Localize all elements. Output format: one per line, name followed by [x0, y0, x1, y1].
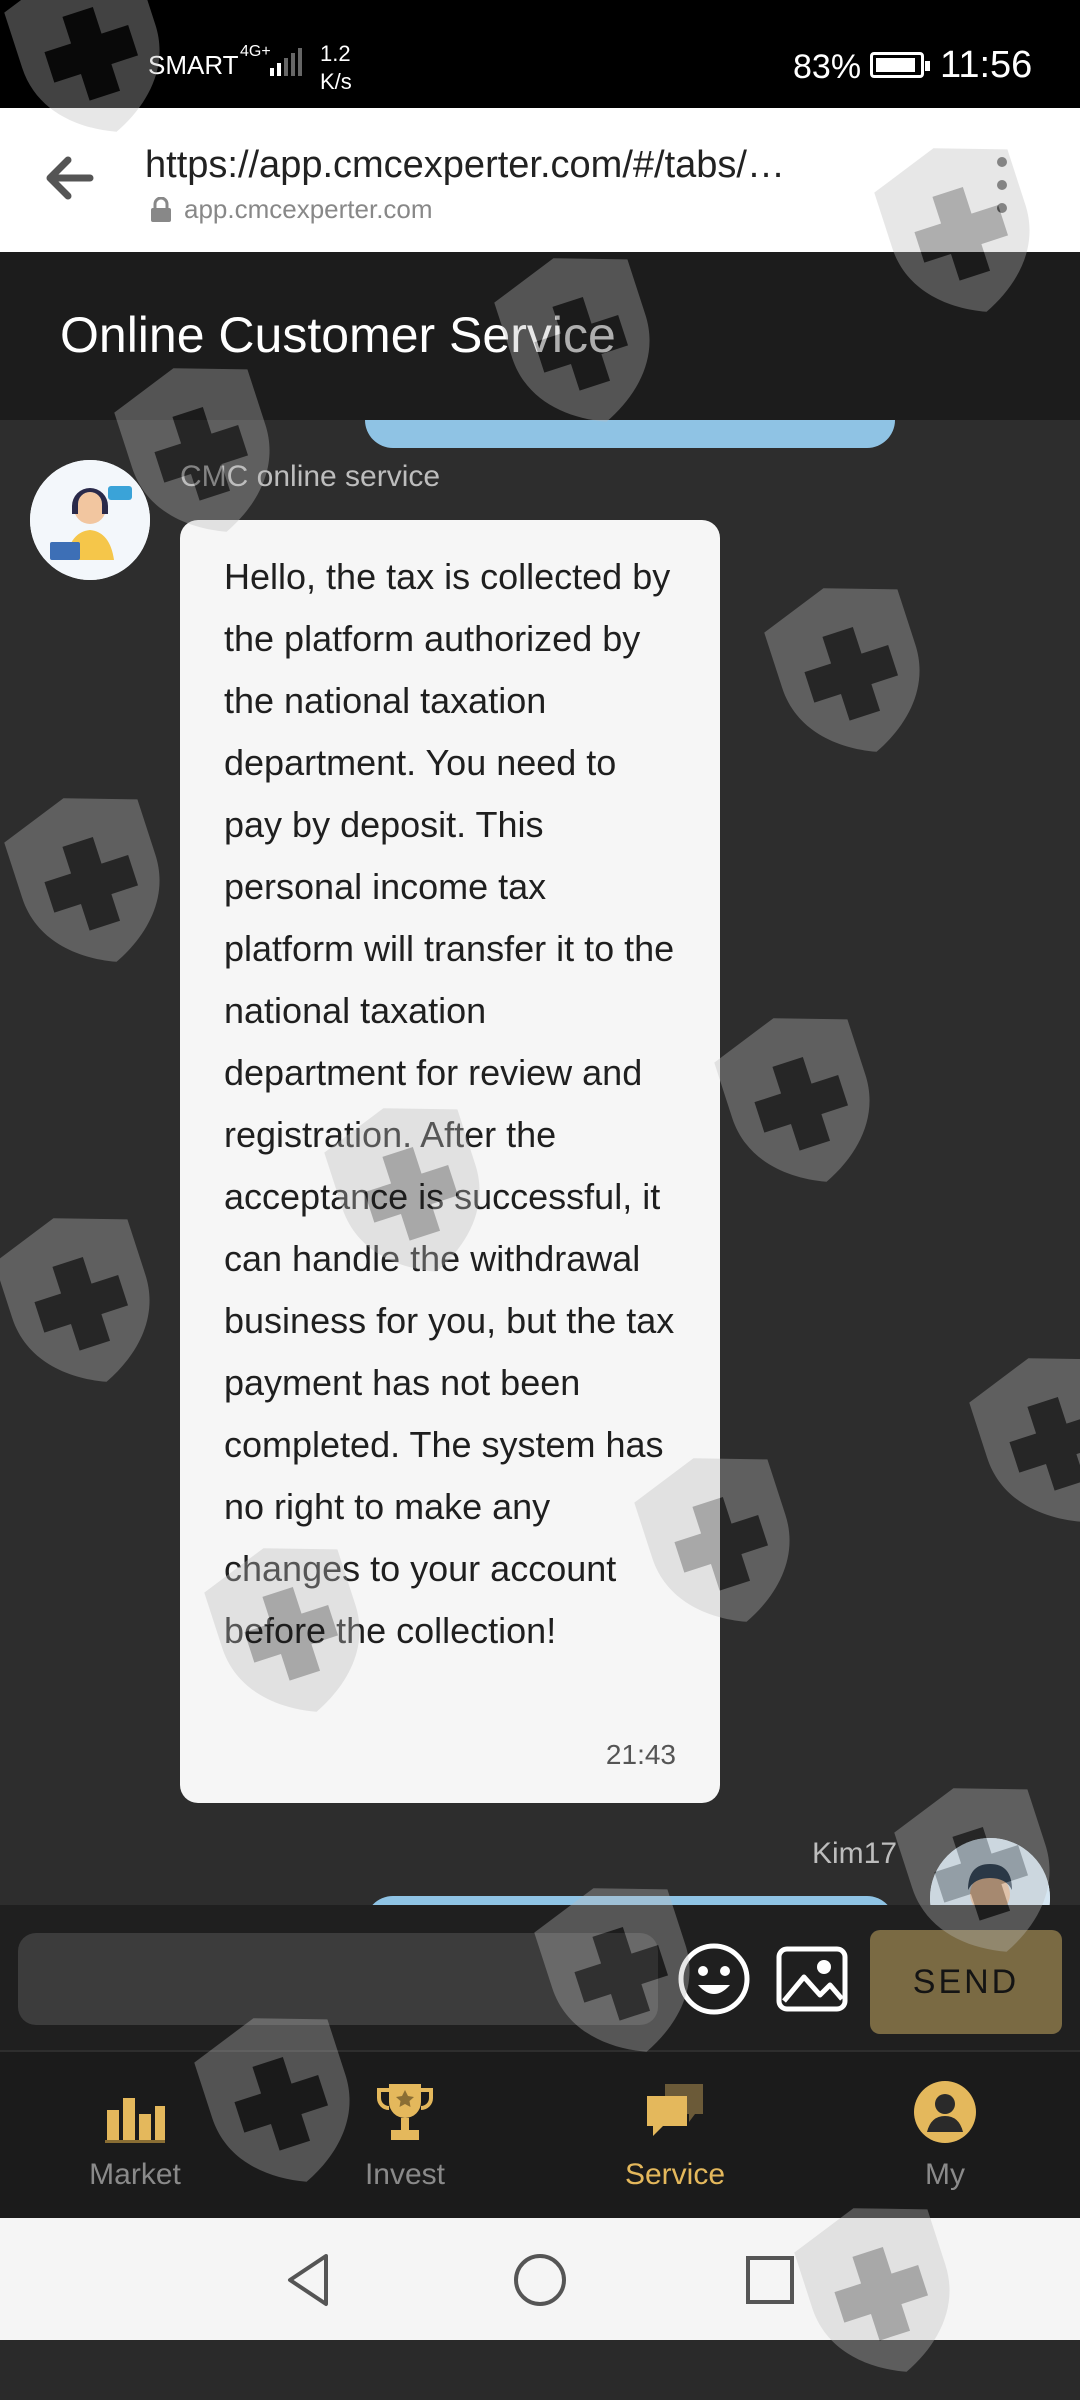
home-circle-icon[interactable] [510, 2250, 570, 2310]
page-header [0, 252, 1080, 420]
network-speed [320, 40, 352, 96]
nav-item-my[interactable] [810, 2052, 1080, 2220]
signal-icon [270, 46, 306, 76]
nav-label-service: Service [624, 2158, 726, 2191]
nav-item-service[interactable] [540, 2052, 810, 2220]
lock-icon [148, 197, 174, 223]
nav-label-market: Market [89, 2158, 181, 2191]
send-button[interactable]: SEND [870, 1930, 1062, 2034]
chat-bubbles-icon [643, 2080, 707, 2144]
previous-message-bubble [365, 420, 895, 448]
message-text: Hello, the tax is collected by the platform authorized by the national taxation department. You need to pay by deposit. This personal income tax platform will transfer it to the national taxation department for review and registration. After the acceptance is successful, it can handle the withdrawal business for you, but the tax payment has not been completed. The system has no right to make any changes to your account before the collection! [224, 556, 675, 1651]
nav-item-invest[interactable] [270, 2052, 540, 2220]
agent-name: CMC online service [180, 460, 441, 493]
image-icon[interactable] [774, 1941, 850, 2017]
input-bar [0, 1905, 1080, 2050]
network-speed-value: 1.2 [320, 41, 351, 66]
message-input[interactable] [18, 1933, 658, 2025]
more-options-icon[interactable] [988, 150, 1016, 220]
message-bubble [180, 520, 720, 1803]
emoji-icon[interactable] [676, 1941, 752, 2017]
battery-icon [870, 52, 924, 78]
user-name: Kim17 [812, 1837, 898, 1870]
url-text[interactable]: https://app.cmcexperter.com/#/tabs/… [145, 144, 785, 186]
nav-label-invest: Invest [364, 2158, 446, 2191]
battery-percent: 83% [793, 48, 862, 86]
trophy-icon [373, 2080, 437, 2144]
browser-bar [0, 108, 1080, 253]
domain-text: app.cmcexperter.com [184, 194, 433, 224]
network-type: 4G+ [240, 43, 271, 60]
bottom-nav [0, 2050, 1080, 2220]
network-speed-unit: K/s [320, 69, 352, 94]
user-icon [913, 2080, 977, 2144]
domain-row [148, 194, 433, 225]
message-time: 21:43 [605, 1739, 676, 1770]
page-title: Online Customer Service [60, 307, 616, 363]
chat-area[interactable] [0, 420, 1080, 1905]
status-bar [0, 0, 1080, 108]
next-message-bubble [365, 1896, 895, 1905]
back-arrow-icon[interactable] [38, 146, 102, 210]
recents-square-icon[interactable] [740, 2250, 800, 2310]
system-nav-bar [0, 2218, 1080, 2340]
carrier-label: SMART [148, 50, 239, 80]
user-avatar [930, 1838, 1050, 1905]
agent-avatar [30, 460, 150, 580]
nav-label-my: My [925, 2158, 965, 2191]
clock: 11:56 [940, 44, 1033, 86]
back-triangle-icon[interactable] [280, 2250, 340, 2310]
bar-chart-icon [103, 2080, 167, 2144]
nav-item-market[interactable] [0, 2052, 270, 2220]
